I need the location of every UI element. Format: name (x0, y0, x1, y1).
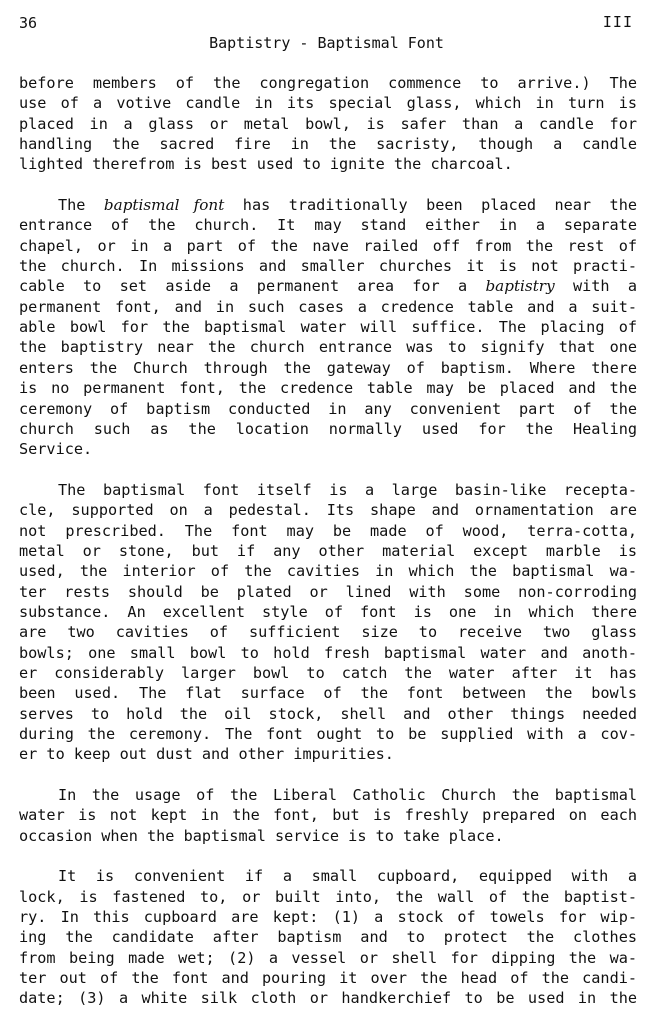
text-line: is no permanent font, the credence table may be placed and the (19, 379, 637, 398)
text-line: It is convenient if a small cupboard, equipped with a (58, 867, 637, 886)
text-line: during the ceremony. The font ought to be supplied with a cov- (19, 725, 637, 743)
running-title: Baptistry - Baptismal Font (209, 34, 444, 52)
text-line: er considerably larger bowl to catch the water after it has (19, 663, 637, 682)
paragraph (19, 480, 637, 765)
text-line: able bowl for the baptismal water will suffice. The placing of (19, 318, 637, 337)
text-line: permanent font, and in such cases a credence table and a suit- (19, 297, 637, 316)
text-line: occasion when the baptismal service is to take place. (19, 826, 504, 845)
text-line: cable to set aside a permanent area for a baptistry with a (19, 277, 637, 296)
paragraph (19, 73, 637, 175)
emphasized-term: baptistry (485, 277, 555, 296)
text-line: ter rests should be plated or lined with some non-corroding (19, 582, 637, 601)
text-line: are two cavities of sufficient size to receive two glass (19, 623, 637, 642)
text-line: the baptistry near the church entrance was to signify that one (19, 338, 637, 357)
paragraph (19, 195, 637, 459)
text-line: metal or stone, but if any other material except marble is (19, 541, 637, 560)
text-line: lock, is fastened to, or built into, the wall of the baptist- (19, 887, 637, 906)
text-line: water is not kept in the font, but is freshly prepared on each (19, 806, 637, 825)
text-line: ceremony of baptism conducted in any convenient part of the (19, 399, 637, 418)
text-line: er to keep out dust and other impurities. (19, 745, 394, 764)
body-text (19, 73, 637, 1009)
text-line: been used. The flat surface of the font between the bowls (19, 684, 637, 703)
text-line: chapel, or in a part of the nave railed off from the rest of (19, 236, 637, 255)
text-line: enters the Church through the gateway of baptism. Where there (19, 358, 637, 377)
text-line: the church. In missions and smaller churches it is not practi- (19, 257, 637, 276)
text-line: used, the interior of the cavities in which the baptismal wa- (19, 562, 637, 581)
text-line: lighted therefrom is best used to ignite the charcoal. (19, 155, 513, 174)
text-line: date; (3) a white silk cloth or handkerchief to be used in the (19, 989, 637, 1008)
text-line: bowls; one small bowl to hold fresh baptismal water and anoth- (19, 643, 637, 662)
text-line: substance. An excellent style of font is one in which there (19, 602, 637, 621)
page-number: 36 (19, 14, 38, 32)
text-line: ry. In this cupboard are kept: (1) a stock of towels for wip- (19, 908, 637, 927)
text-line: cle, supported on a pedestal. Its shape and ornamentation are (19, 501, 637, 520)
text-line: In the usage of the Liberal Catholic Church the baptismal (58, 786, 637, 805)
text-line: from being made wet; (2) a vessel or shell for dipping the wa- (19, 948, 637, 967)
text-line: use of a votive candle in its special glass, which in turn is (19, 94, 637, 113)
text-line: placed in a glass or metal bowl, is safer than a candle for (19, 114, 637, 133)
text-line: not prescribed. The font may be made of wood, terra-cotta, (19, 521, 637, 540)
text-line: church such as the location normally used for the Healing (19, 419, 637, 438)
text-line: The baptismal font has traditionally been placed near the (58, 196, 637, 215)
text-line: entrance of the church. It may stand either in a separate (19, 216, 637, 235)
text-line: handling the sacred fire in the sacristy, though a candle (19, 135, 637, 154)
paragraph (19, 866, 637, 1008)
text-line: ing the candidate after baptism and to protect the clothes (19, 928, 637, 947)
text-line: The baptismal font itself is a large basin-like recepta- (58, 480, 637, 499)
text-line: ter out of the font and pouring it over the head of the candi- (19, 969, 637, 988)
text-line: Service. (19, 440, 93, 459)
text-line: before members of the congregation commence to arrive.) The (19, 74, 637, 92)
emphasized-term: baptismal font (103, 196, 225, 215)
text-line: serves to hold the oil stock, shell and other things needed (19, 704, 637, 723)
paragraph (19, 785, 637, 846)
chapter-number: III (602, 13, 633, 31)
